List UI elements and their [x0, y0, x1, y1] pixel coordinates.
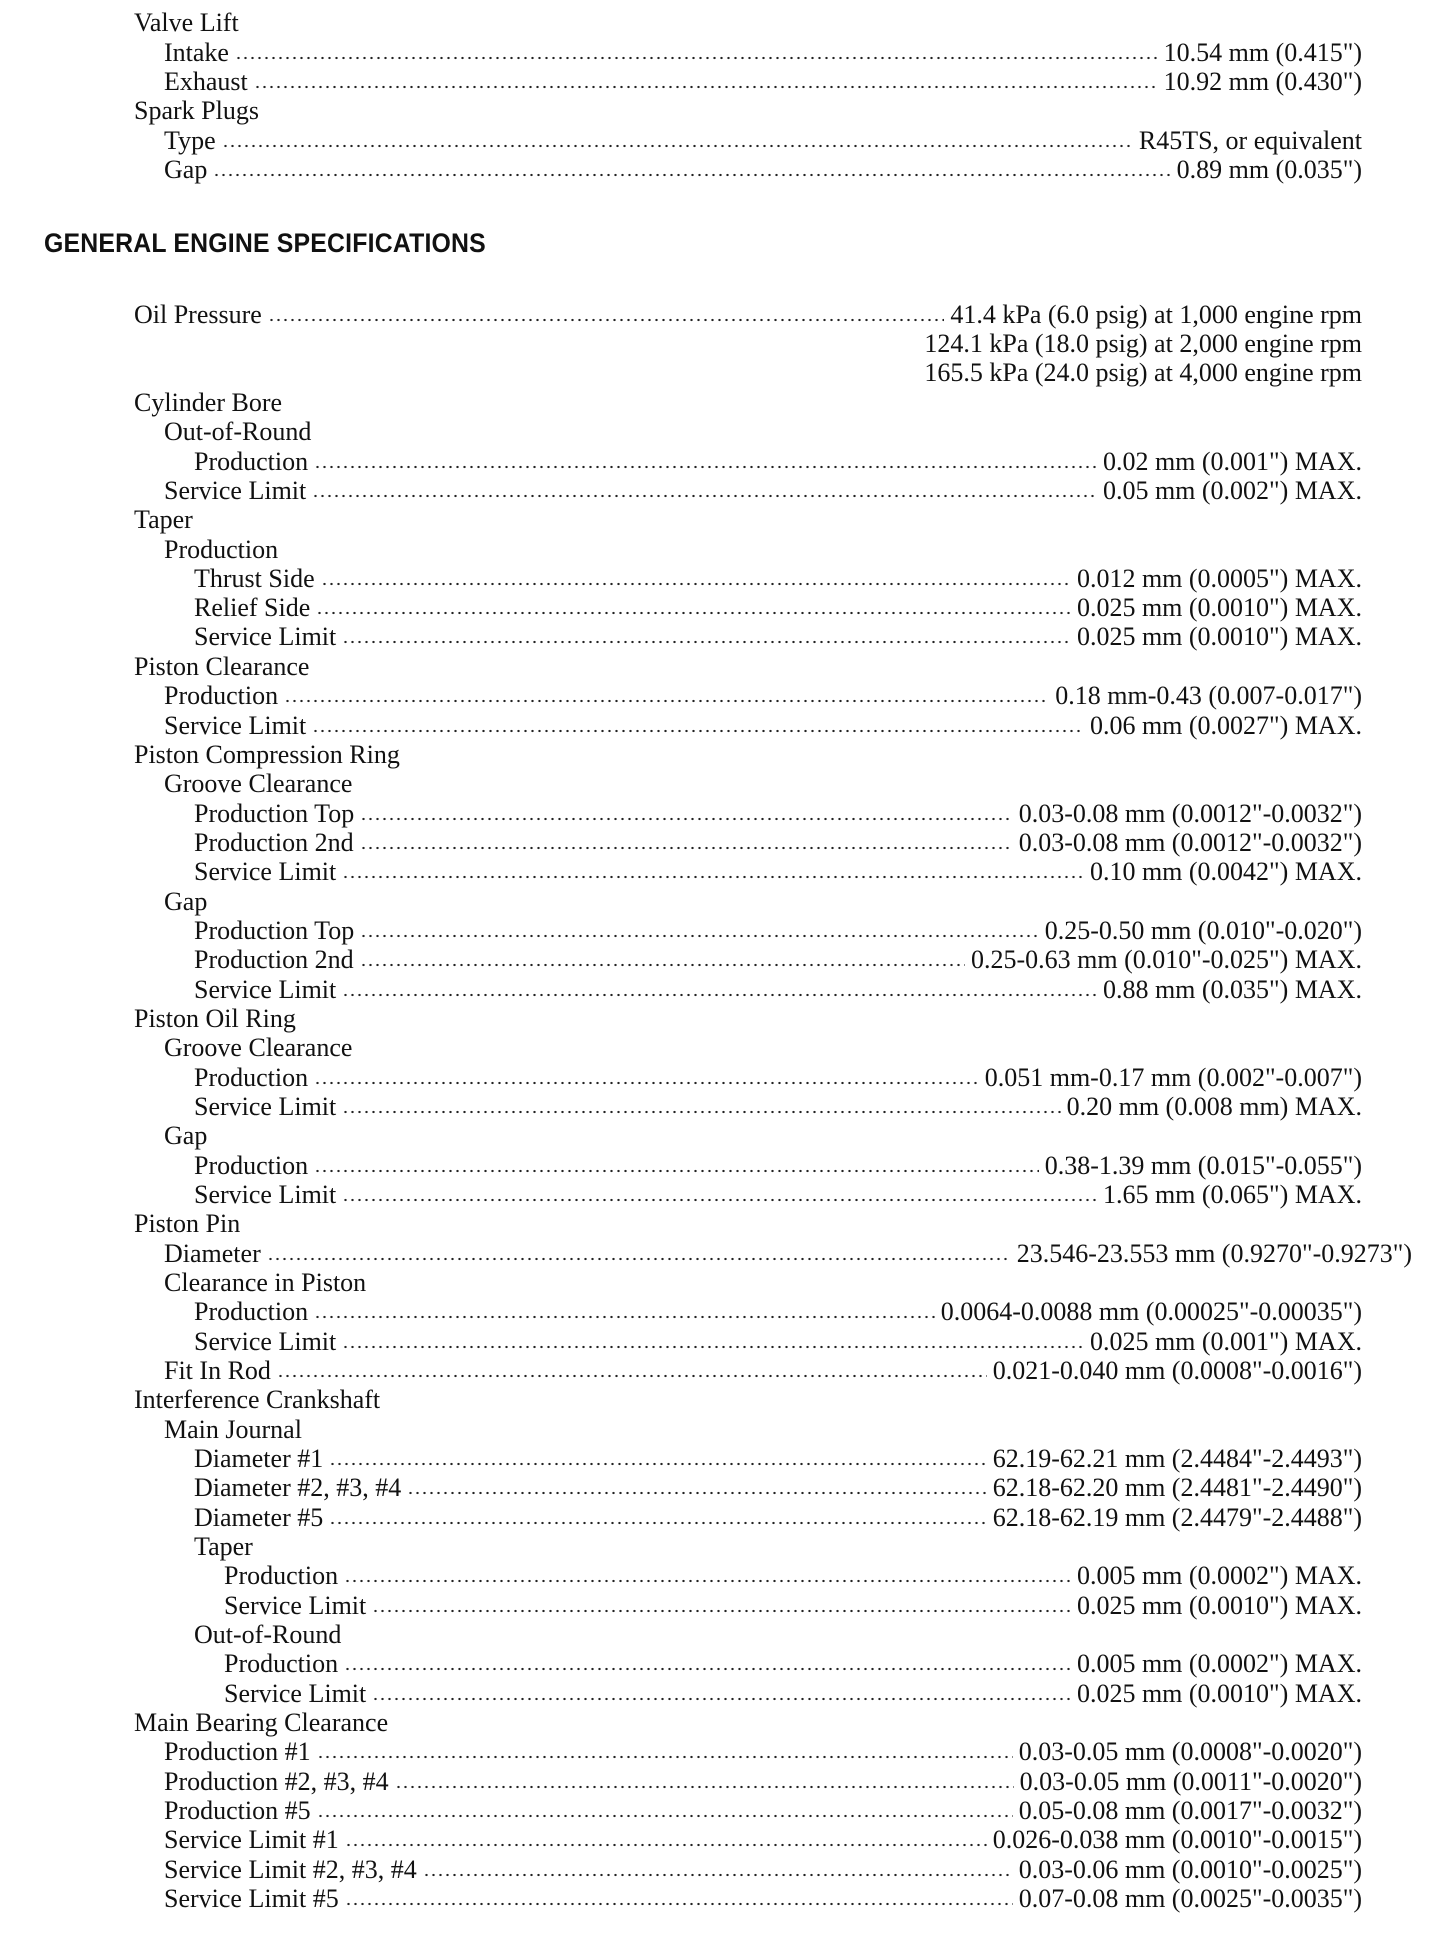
dot-leader [314, 464, 1097, 470]
dot-leader [360, 933, 1038, 939]
piston-clearance-heading: Piston Clearance [134, 652, 310, 681]
dot-leader [423, 1872, 1013, 1878]
bore-oor-production-row: Production 0.02 mm (0.001") MAX. [194, 447, 1362, 476]
piston-pin-heading: Piston Pin [134, 1209, 241, 1238]
journal-taper-heading: Taper [194, 1532, 253, 1561]
dot-leader [312, 728, 1084, 734]
dot-leader [254, 84, 1158, 90]
relief-side-row: Relief Side 0.025 mm (0.0010") MAX. [194, 593, 1362, 622]
dot-leader [316, 610, 1071, 616]
taper-production-heading: Production [164, 535, 279, 564]
spark-plugs-heading: Spark Plugs [134, 96, 259, 125]
dot-leader [268, 317, 945, 323]
dot-leader [344, 1666, 1071, 1672]
oil-ring-gap-heading: Gap [164, 1121, 208, 1150]
dot-leader [317, 1813, 1013, 1819]
bore-oor-service-row: Service Limit 0.05 mm (0.002") MAX. [164, 476, 1362, 505]
piston-clearance-production-row: Production 0.18 mm-0.43 (0.007-0.017") [164, 681, 1362, 710]
oil-ring-gap-production-row: Production 0.38-1.39 mm (0.015"-0.055") [194, 1151, 1362, 1180]
plug-gap-row: Gap 0.89 mm (0.035") [164, 155, 1362, 184]
bearing-service-5-row: Service Limit #5 0.07-0.08 mm (0.0025"-0.0035") [164, 1884, 1362, 1913]
oil-pressure-value-2: 124.1 kPa (18.0 psig) at 2,000 engine rpm [924, 329, 1362, 358]
journal-diameter-1-row: Diameter #1 62.19-62.21 mm (2.4484"-2.4493") [194, 1444, 1362, 1473]
dot-leader [329, 1461, 986, 1467]
pin-clearance-service-row: Service Limit 0.025 mm (0.001") MAX. [194, 1327, 1362, 1356]
dot-leader [222, 143, 1133, 149]
oil-ring-gap-service-row: Service Limit 1.65 mm (0.065") MAX. [194, 1180, 1362, 1209]
compression-groove-service-row: Service Limit 0.10 mm (0.0042") MAX. [194, 857, 1362, 886]
oil-ring-groove-service-row: Service Limit 0.20 mm (0.008 mm) MAX. [194, 1092, 1362, 1121]
dot-leader [314, 1314, 935, 1320]
journal-oor-service-row: Service Limit 0.025 mm (0.0010") MAX. [224, 1679, 1362, 1708]
dot-leader [317, 1754, 1013, 1760]
dot-leader [360, 962, 965, 968]
cylinder-bore-heading: Cylinder Bore [134, 388, 283, 417]
oil-pressure-row: Oil Pressure 41.4 kPa (6.0 psig) at 1,000 engine rpm [134, 300, 1362, 329]
dot-leader [312, 493, 1097, 499]
dot-leader [342, 874, 1084, 880]
thrust-side-row: Thrust Side 0.012 mm (0.0005") MAX. [194, 564, 1362, 593]
journal-diameter-234-row: Diameter #2, #3, #4 62.18-62.20 mm (2.4481"-2.4490") [194, 1473, 1362, 1502]
dot-leader [345, 1842, 987, 1848]
dot-leader [321, 581, 1071, 587]
out-of-round-heading: Out-of-Round [164, 417, 312, 446]
plug-type-row: Type R45TS, or equivalent [164, 126, 1362, 155]
main-bearing-heading: Main Bearing Clearance [134, 1708, 389, 1737]
clearance-in-piston-heading: Clearance in Piston [164, 1268, 367, 1297]
main-journal-heading: Main Journal [164, 1415, 302, 1444]
dot-leader [235, 55, 1158, 61]
dot-leader [407, 1490, 986, 1496]
oil-ring-heading: Piston Oil Ring [134, 1004, 296, 1033]
exhaust-row: Exhaust 10.92 mm (0.430") [164, 67, 1362, 96]
valve-lift-heading: Valve Lift [134, 8, 239, 37]
dot-leader [342, 1109, 1060, 1115]
taper-heading: Taper [134, 505, 193, 534]
crankshaft-heading: Interference Crankshaft [134, 1385, 381, 1414]
compression-groove-2nd-row: Production 2nd 0.03-0.08 mm (0.0012"-0.0032") [194, 828, 1362, 857]
dot-leader [372, 1696, 1071, 1702]
compression-gap-2nd-row: Production 2nd 0.25-0.63 mm (0.010"-0.025") MAX. [194, 945, 1362, 974]
bearing-production-1-row: Production #1 0.03-0.05 mm (0.0008"-0.0020") [164, 1737, 1362, 1766]
intake-row: Intake 10.54 mm (0.415") [164, 38, 1362, 67]
compression-ring-heading: Piston Compression Ring [134, 740, 400, 769]
dot-leader [329, 1520, 986, 1526]
bearing-production-5-row: Production #5 0.05-0.08 mm (0.0017"-0.0032") [164, 1796, 1362, 1825]
bearing-production-234-row: Production #2, #3, #4 0.03-0.05 mm (0.0011"-0.0020") [164, 1767, 1362, 1796]
dot-leader [360, 816, 1012, 822]
oil-ring-groove-production-row: Production 0.051 mm-0.17 mm (0.002"-0.007") [194, 1063, 1362, 1092]
piston-clearance-service-row: Service Limit 0.06 mm (0.0027") MAX. [164, 711, 1362, 740]
journal-taper-production-row: Production 0.005 mm (0.0002") MAX. [224, 1561, 1362, 1590]
compression-groove-top-row: Production Top 0.03-0.08 mm (0.0012"-0.0032") [194, 799, 1362, 828]
oil-pressure-value-3: 165.5 kPa (24.0 psig) at 4,000 engine rpm [924, 358, 1362, 387]
piston-pin-diameter-row: Diameter 23.546-23.553 mm (0.9270"-0.9273") [164, 1239, 1412, 1268]
dot-leader [395, 1784, 1014, 1790]
pin-clearance-production-row: Production 0.0064-0.0088 mm (0.00025"-0.00035") [194, 1297, 1362, 1326]
dot-leader [360, 845, 1013, 851]
dot-leader [342, 1197, 1097, 1203]
dot-leader [277, 1373, 987, 1379]
dot-leader [342, 639, 1071, 645]
journal-diameter-5-row: Diameter #5 62.18-62.19 mm (2.4479"-2.4488") [194, 1503, 1362, 1532]
dot-leader [284, 698, 1049, 704]
dot-leader [345, 1901, 1013, 1907]
dot-leader [314, 1168, 1039, 1174]
dot-leader [267, 1256, 1011, 1262]
section-title: GENERAL ENGINE SPECIFICATIONS [44, 228, 486, 258]
bearing-service-1-row: Service Limit #1 0.026-0.038 mm (0.0010"-0.0015") [164, 1825, 1362, 1854]
compression-gap-heading: Gap [164, 887, 208, 916]
compression-groove-heading: Groove Clearance [164, 769, 353, 798]
bearing-service-234-row: Service Limit #2, #3, #4 0.03-0.06 mm (0.0010"-0.0025") [164, 1855, 1362, 1884]
compression-gap-top-row: Production Top 0.25-0.50 mm (0.010"-0.020") [194, 916, 1362, 945]
oil-ring-groove-heading: Groove Clearance [164, 1033, 353, 1062]
compression-gap-service-row: Service Limit 0.88 mm (0.035") MAX. [194, 975, 1362, 1004]
dot-leader [372, 1608, 1071, 1614]
journal-oor-heading: Out-of-Round [194, 1620, 342, 1649]
dot-leader [342, 992, 1097, 998]
fit-in-rod-row: Fit In Rod 0.021-0.040 mm (0.0008"-0.0016") [164, 1356, 1362, 1385]
journal-oor-production-row: Production 0.005 mm (0.0002") MAX. [224, 1649, 1362, 1678]
dot-leader [342, 1344, 1084, 1350]
taper-service-row: Service Limit 0.025 mm (0.0010") MAX. [194, 622, 1362, 651]
journal-taper-service-row: Service Limit 0.025 mm (0.0010") MAX. [224, 1591, 1362, 1620]
dot-leader [314, 1080, 979, 1086]
dot-leader [213, 172, 1170, 178]
dot-leader [344, 1578, 1071, 1584]
